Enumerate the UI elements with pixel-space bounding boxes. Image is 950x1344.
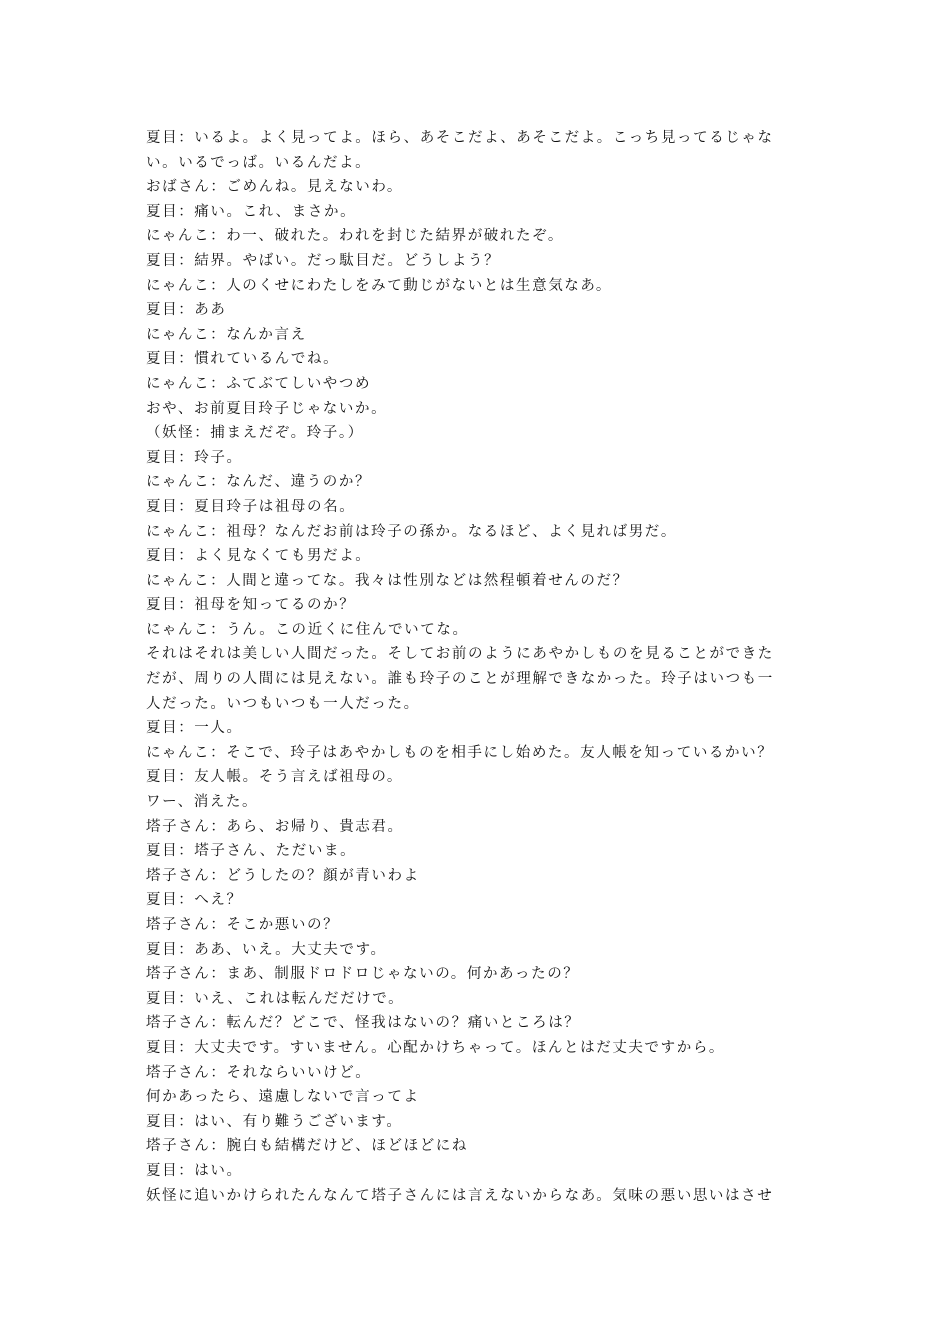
text-line: おばさん：ごめんね。見えないわ。 (146, 179, 404, 196)
text-line: 夏目：はい。 (146, 1162, 243, 1179)
text-line: 夏目：いるよ。よく見ってよ。ほら、あそこだよ、あそこだよ。こっち見ってるじゃな (146, 130, 774, 146)
text-line: にゃんこ：なんか言え (146, 326, 307, 343)
text-line: （妖怪：捕まえだぞ。玲子。） (146, 425, 364, 442)
text-line: にゃんこ：わ一、破れた。われを封じた結界が破れたぞ。 (146, 228, 565, 245)
text-line: 夏目：ああ、いえ。大丈夫です。 (146, 941, 387, 958)
text-line: 夏目：夏目玲子は祖母の名。 (146, 498, 356, 515)
text-line: 何かあったら、遠慮しないで言ってよ (146, 1089, 420, 1106)
text-line: 塔子さん：どうしたの？顔が青いわよ (146, 867, 420, 884)
text-line: 夏目：慣れているんでね。 (146, 351, 340, 368)
text-line: にゃんこ：うん。この近くに住んでいてな。 (146, 621, 469, 638)
text-line: 塔子さん：転んだ？どこで、怪我はないの？痛いところは？ (146, 1015, 581, 1032)
text-line: 夏目：玲子。 (146, 449, 243, 466)
text-line: 夏目：一人。 (146, 720, 243, 737)
text-line: だが、周りの人間には見えない。誰も玲子のことが理解できなかった。玲子はいつも一 (146, 671, 774, 688)
text-line: い。いるでっば。いるんだよ。 (146, 154, 372, 171)
text-line: 夏目：へえ？ (146, 892, 243, 909)
text-line: ワー、消えた。 (146, 794, 259, 811)
text-line: にゃんこ：祖母？なんだお前は玲子の孫か。なるほど、よく見れば男だ。 (146, 523, 678, 540)
text-line: にゃんこ：人のくせにわたしをみて動じがないとは生意気なあ。 (146, 277, 613, 294)
text-line: それはそれは美しい人間だった。そしてお前のようにあやかしものを見ることができた (146, 646, 774, 663)
text-line: 夏目：塔子さん、ただいま。 (146, 843, 357, 860)
text-line: 塔子さん：そこか悪いの？ (146, 917, 340, 933)
text-line: 夏目：祖母を知ってるのか？ (146, 597, 356, 614)
document-body (146, 126, 811, 1208)
text-line: 塔子さん：それならいいけど。 (146, 1064, 372, 1081)
text-line: 塔子さん：腕白も結構だけど、ほどほどにね (146, 1138, 468, 1155)
text-line: 夏目：痛い。これ、まさか。 (146, 203, 357, 220)
text-line: 夏目：はい、有り難うございます。 (146, 1113, 403, 1130)
text-line: 塔子さん：あら、お帰り、貴志君。 (146, 818, 404, 835)
text-line: 塔子さん：まあ、制服ドロドロじゃないの。何かあったの？ (146, 966, 580, 983)
text-line: 夏目：いえ、これは転んだだけで。 (146, 990, 405, 1007)
text-line: おや、お前夏目玲子じゃないか。 (146, 400, 388, 417)
text-line: 夏目：よく見なくても男だよ。 (146, 548, 372, 565)
text-line: 夏目：ああ (146, 302, 227, 319)
text-line: 妖怪に追いかけられたんなんて塔子さんには言えないからなあ。気味の悪い思いはさせ (146, 1187, 774, 1204)
text-line: 夏目：大丈夫です。すいません。心配かけちゃって。ほんとはだ丈夫ですから。 (146, 1039, 726, 1056)
text-line: 人だった。いつもいつも一人だった。 (146, 695, 420, 712)
text-line: にゃんこ：人間と違ってな。我々は性別などは然程頓着せんのだ？ (146, 572, 629, 589)
text-line: にゃんこ：ふてぶてしいやつめ (146, 375, 372, 392)
text-line: 夏目：友人帳。そう言えば祖母の。 (146, 769, 404, 786)
text-line: にゃんこ：そこで、玲子はあやかしものを相手にし始めた。友人帳を知っているかい？ (146, 744, 774, 761)
text-line: 夏目：結界。やばい。だっ駄目だ。どうしよう？ (146, 252, 501, 269)
text-line: にゃんこ：なんだ、違うのか？ (146, 474, 372, 491)
